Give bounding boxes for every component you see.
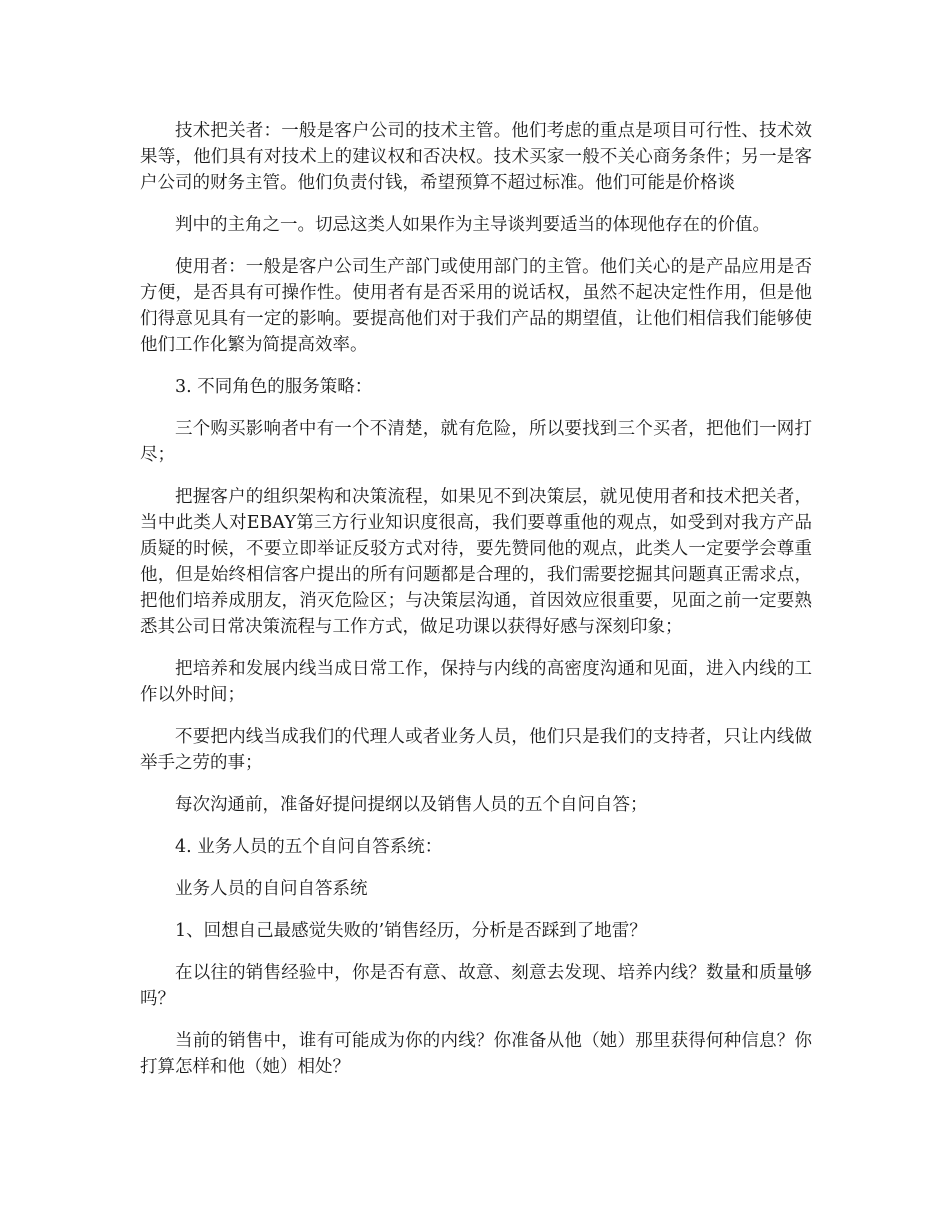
question-1: 1、回想自己最感觉失败的’销售经历，分析是否踩到了地雷？	[175, 921, 647, 941]
question-past-experience: 在以往的销售经验中，你是否有意、故意、刻意去发现、培养内线？数量和质量够吗？	[140, 963, 812, 1009]
paragraph-user-role: 使用者：一般是客户公司生产部门或使用部门的主管。他们关心的是产品应用是否方便，是否具有可操作性。使用者有是否采用的说话权，虽然不起决定性作用，但是他们得意见具有一定的影响。要提高他们对于我们产品的期望值，让他们相信我们能够使他们工作化繁为简提高效率。	[140, 257, 812, 355]
subheading-self-qa: 业务人员的自问自答系统	[175, 879, 368, 899]
paragraph-three-buyers: 三个购买影响者中有一个不清楚，就有危险，所以要找到三个买者，把他们一网打尽；	[140, 419, 812, 465]
paragraph-technical-gatekeeper: 技术把关者：一般是客户公司的技术主管。他们考虑的重点是项目可行性、技术效果等，他们具有对技术上的建议权和否决权。技术买家一般不关心商务条件；另一是客户公司的财务主管。他们负责付钱，希望预算不超过标准。他们可能是价格谈	[140, 121, 812, 193]
paragraph-negotiation-role: 判中的主角之一。切忌这类人如果作为主导谈判要适当的体现他存在的价值。	[175, 215, 770, 235]
question-current-sales: 当前的销售中，谁有可能成为你的内线？你准备从他（她）那里获得何种信息？你打算怎样和他（她）相处？	[140, 1031, 812, 1077]
paragraph-org-structure: 把握客户的组织架构和决策流程，如果见不到决策层，就见使用者和技术把关者，当中此类人对EBAY第三方行业知识度很高，我们要尊重他的观点，如受到对我方产品质疑的时候，不要立即举证反驳方式对待，要先赞同他的观点，此类人一定要学会尊重他，但是始终相信客户提出的所有问题都是合理的，我们需要挖掘其问题真正需求点，把他们培养成朋友，消灭危险区；与决策层沟通，首因效应很重要，见面之前一定要熟悉其公司日常决策流程与工作方式，做足功课以获得好感与深刻印象；	[140, 487, 812, 637]
heading-service-strategy: 3. 不同角色的服务策略：	[175, 377, 373, 397]
heading-self-qa-system: 4. 业务人员的五个自问自答系统：	[175, 837, 443, 857]
paragraph-before-communication: 每次沟通前，准备好提问提纲以及销售人员的五个自问自答；	[175, 795, 648, 815]
paragraph-not-agent: 不要把内线当成我们的代理人或者业务人员，他们只是我们的支持者，只让内线做举手之劳的事；	[140, 727, 812, 773]
paragraph-inside-contact: 把培养和发展内线当成日常工作，保持与内线的高密度沟通和见面，进入内线的工作以外时间；	[140, 659, 812, 705]
document-body	[140, 118, 812, 1096]
